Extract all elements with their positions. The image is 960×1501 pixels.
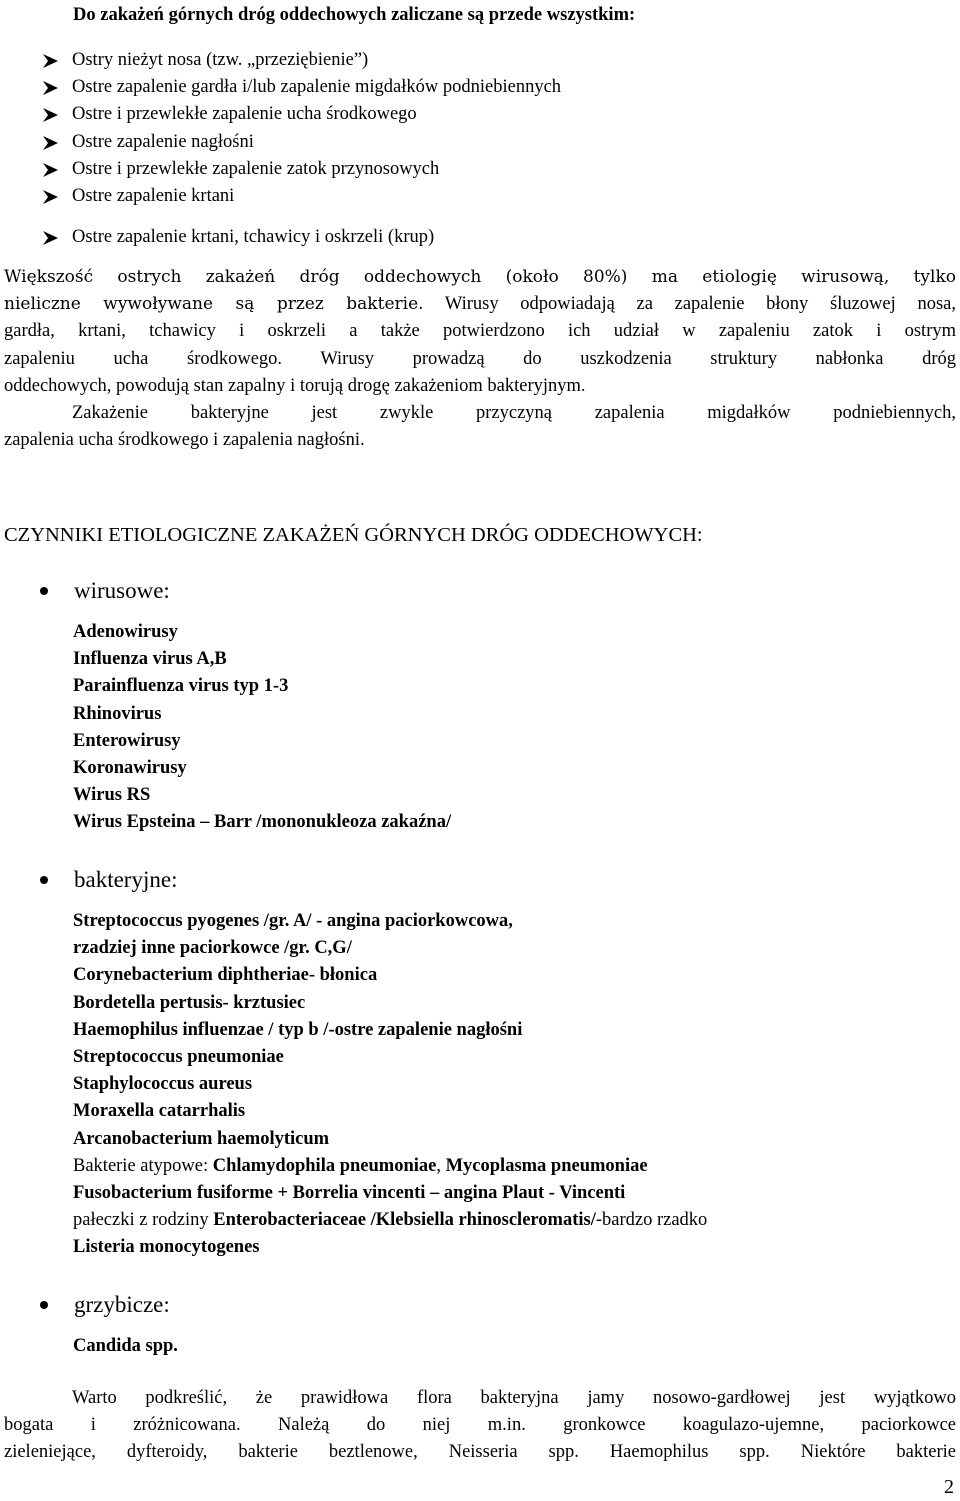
list-item-text: Ostre zapalenie krtani, tchawicy i oskrzeli (krup) bbox=[72, 227, 435, 248]
arrow-bullet-icon bbox=[43, 163, 58, 177]
category-bacterial bbox=[40, 866, 177, 893]
list-item bbox=[43, 47, 561, 74]
list-item: Candida spp. bbox=[73, 1336, 178, 1356]
paragraph-line: gardła, krtani, tchawicy i oskrzeli a także potwierdzono ich udział w zapaleniu zatok i ostrym bbox=[4, 321, 956, 342]
list-item: Streptococcus pneumoniae bbox=[73, 1047, 284, 1068]
paragraph-line bbox=[4, 291, 956, 318]
list-item bbox=[43, 101, 561, 128]
list-item-text: Ostre zapalenie nagłośni bbox=[72, 131, 254, 152]
list-item bbox=[43, 74, 561, 101]
category-viral bbox=[40, 577, 170, 604]
list-item: rzadziej inne paciorkowce /gr. C,G/ bbox=[73, 938, 352, 959]
list-item: Koronawirusy bbox=[73, 758, 187, 779]
list-item-text: Ostre i przewlekłe zapalenie ucha środkowego bbox=[72, 104, 417, 125]
bacterial-list bbox=[73, 908, 707, 1262]
list-item bbox=[43, 156, 561, 183]
list-item bbox=[43, 129, 561, 156]
list-item: Parainfluenza virus typ 1-3 bbox=[73, 676, 289, 697]
list-item: Streptococcus pyogenes /gr. A/ - angina paciorkowcowa, bbox=[73, 911, 513, 931]
paragraph-line: zapalenia ucha środkowego i zapalenia nagłośni. bbox=[4, 430, 365, 451]
fungal-list bbox=[73, 1333, 178, 1360]
list-item: Staphylococcus aureus bbox=[73, 1074, 253, 1095]
list-item-text: Ostre zapalenie gardła i/lub zapalenie migdałków podniebiennych bbox=[72, 77, 562, 98]
intro-paragraph bbox=[4, 264, 956, 454]
list-item-prefix: pałeczki z rodziny bbox=[73, 1210, 214, 1231]
paragraph-fragment: Wirusy odpowiadają za zapalenie błony śluzowej nosa, bbox=[423, 294, 956, 315]
arrow-bullet-icon bbox=[43, 54, 58, 68]
list-item: Rhinovirus bbox=[73, 703, 162, 724]
paragraph-line bbox=[4, 400, 956, 427]
flora-paragraph bbox=[4, 1385, 956, 1467]
list-item bbox=[73, 1207, 707, 1234]
paragraph-line bbox=[4, 1385, 956, 1412]
category-label: grzybicze: bbox=[74, 1292, 170, 1317]
list-item bbox=[73, 1153, 707, 1180]
arrow-bullet-icon bbox=[43, 81, 58, 95]
viral-list bbox=[73, 619, 451, 837]
arrow-bullet-icon bbox=[43, 231, 58, 245]
list-item: Corynebacterium diphtheriae- błonica bbox=[73, 965, 378, 986]
list-item: Wirus Epsteina – Barr /mononukleoza zakaźna/ bbox=[73, 812, 452, 833]
category-label: bakteryjne: bbox=[74, 867, 178, 892]
list-item bbox=[43, 224, 561, 251]
list-item-sep: , bbox=[436, 1155, 446, 1176]
list-item: Wirus RS bbox=[73, 785, 151, 806]
list-item: Enterowirusy bbox=[73, 730, 181, 751]
list-item-text: Ostre i przewlekłe zapalenie zatok przynosowych bbox=[72, 158, 440, 179]
arrow-bullet-icon bbox=[43, 108, 58, 122]
paragraph-line: Większość ostrych zakażeń dróg oddechowych (około 80%) ma etiologię wirusową, tylko bbox=[4, 267, 956, 287]
list-item-text: Ostre zapalenie krtani bbox=[72, 186, 235, 207]
arrow-bullet-icon bbox=[43, 190, 58, 204]
arrow-bullet-icon bbox=[43, 136, 58, 150]
disease-list bbox=[43, 47, 561, 251]
paragraph-line: bogata i zróżnicowana. Należą do niej m.in. gronkowce koagulazo-ujemne, paciorkowce bbox=[4, 1415, 956, 1436]
list-item: Bordetella pertusis- krztusiec bbox=[73, 992, 306, 1013]
list-item-prefix: Bakterie atypowe: bbox=[73, 1155, 213, 1176]
list-item: Listeria monocytogenes bbox=[73, 1237, 260, 1258]
paragraph-line: zapaleniu ucha środkowego. Wirusy prowadzą do uszkodzenia struktury nabłonka dróg bbox=[4, 348, 956, 369]
page-number: 2 bbox=[944, 1476, 954, 1498]
list-item-bold: Enterobacteriaceae /Klebsiella rhinoscleromatis/ bbox=[213, 1210, 596, 1231]
list-item: Moraxella catarrhalis bbox=[73, 1101, 246, 1122]
paragraph-fragment: Warto podkreślić, że prawidłowa flora bakteryjna jamy nosowo-gardłowej jest wyjątkowo bbox=[72, 1388, 956, 1408]
list-item: Fusobacterium fusiforme + Borrelia vincenti – angina Plaut - Vincenti bbox=[73, 1183, 626, 1204]
list-item: Haemophilus influenzae / typ b /-ostre zapalenie nagłośni bbox=[73, 1019, 523, 1040]
paragraph-line: zieleniejące, dyfteroidy, bakterie beztlenowe, Neisseria spp. Haemophilus spp. Niektóre bakterie bbox=[4, 1442, 956, 1463]
list-item: Influenza virus A,B bbox=[73, 649, 227, 670]
list-item-bold: Mycoplasma pneumoniae bbox=[445, 1155, 648, 1176]
list-item: Arcanobacterium haemolyticum bbox=[73, 1128, 330, 1149]
list-item bbox=[43, 183, 561, 210]
list-item-bold: Chlamydophila pneumoniae bbox=[212, 1155, 437, 1176]
paragraph-fragment: Zakażenie bakteryjne jest zwykle przyczyną zapalenia migdałków podniebiennych, bbox=[72, 403, 956, 424]
list-item: Adenowirusy bbox=[73, 622, 178, 642]
category-label: wirusowe: bbox=[74, 578, 170, 603]
paragraph-line: oddechowych, powodują stan zapalny i torują drogę zakażeniom bakteryjnym. bbox=[4, 375, 586, 396]
list-item-text: Ostry nieżyt nosa (tzw. „przeziębienie”) bbox=[72, 50, 369, 70]
bullet-dot-icon bbox=[40, 1301, 48, 1309]
list-item-suffix: -bardzo rzadko bbox=[595, 1210, 708, 1231]
bullet-dot-icon bbox=[40, 876, 48, 884]
bullet-dot-icon bbox=[40, 587, 48, 595]
section-title: CZYNNIKI ETIOLOGICZNE ZAKAŻEŃ GÓRNYCH DRÓG ODDECHOWYCH: bbox=[4, 524, 703, 546]
paragraph-fragment: nieliczne wywoływane są przez bakterie. bbox=[4, 294, 424, 315]
category-fungal bbox=[40, 1291, 170, 1318]
section-heading: Do zakażeń górnych dróg oddechowych zaliczane są przede wszystkim: bbox=[73, 5, 636, 25]
